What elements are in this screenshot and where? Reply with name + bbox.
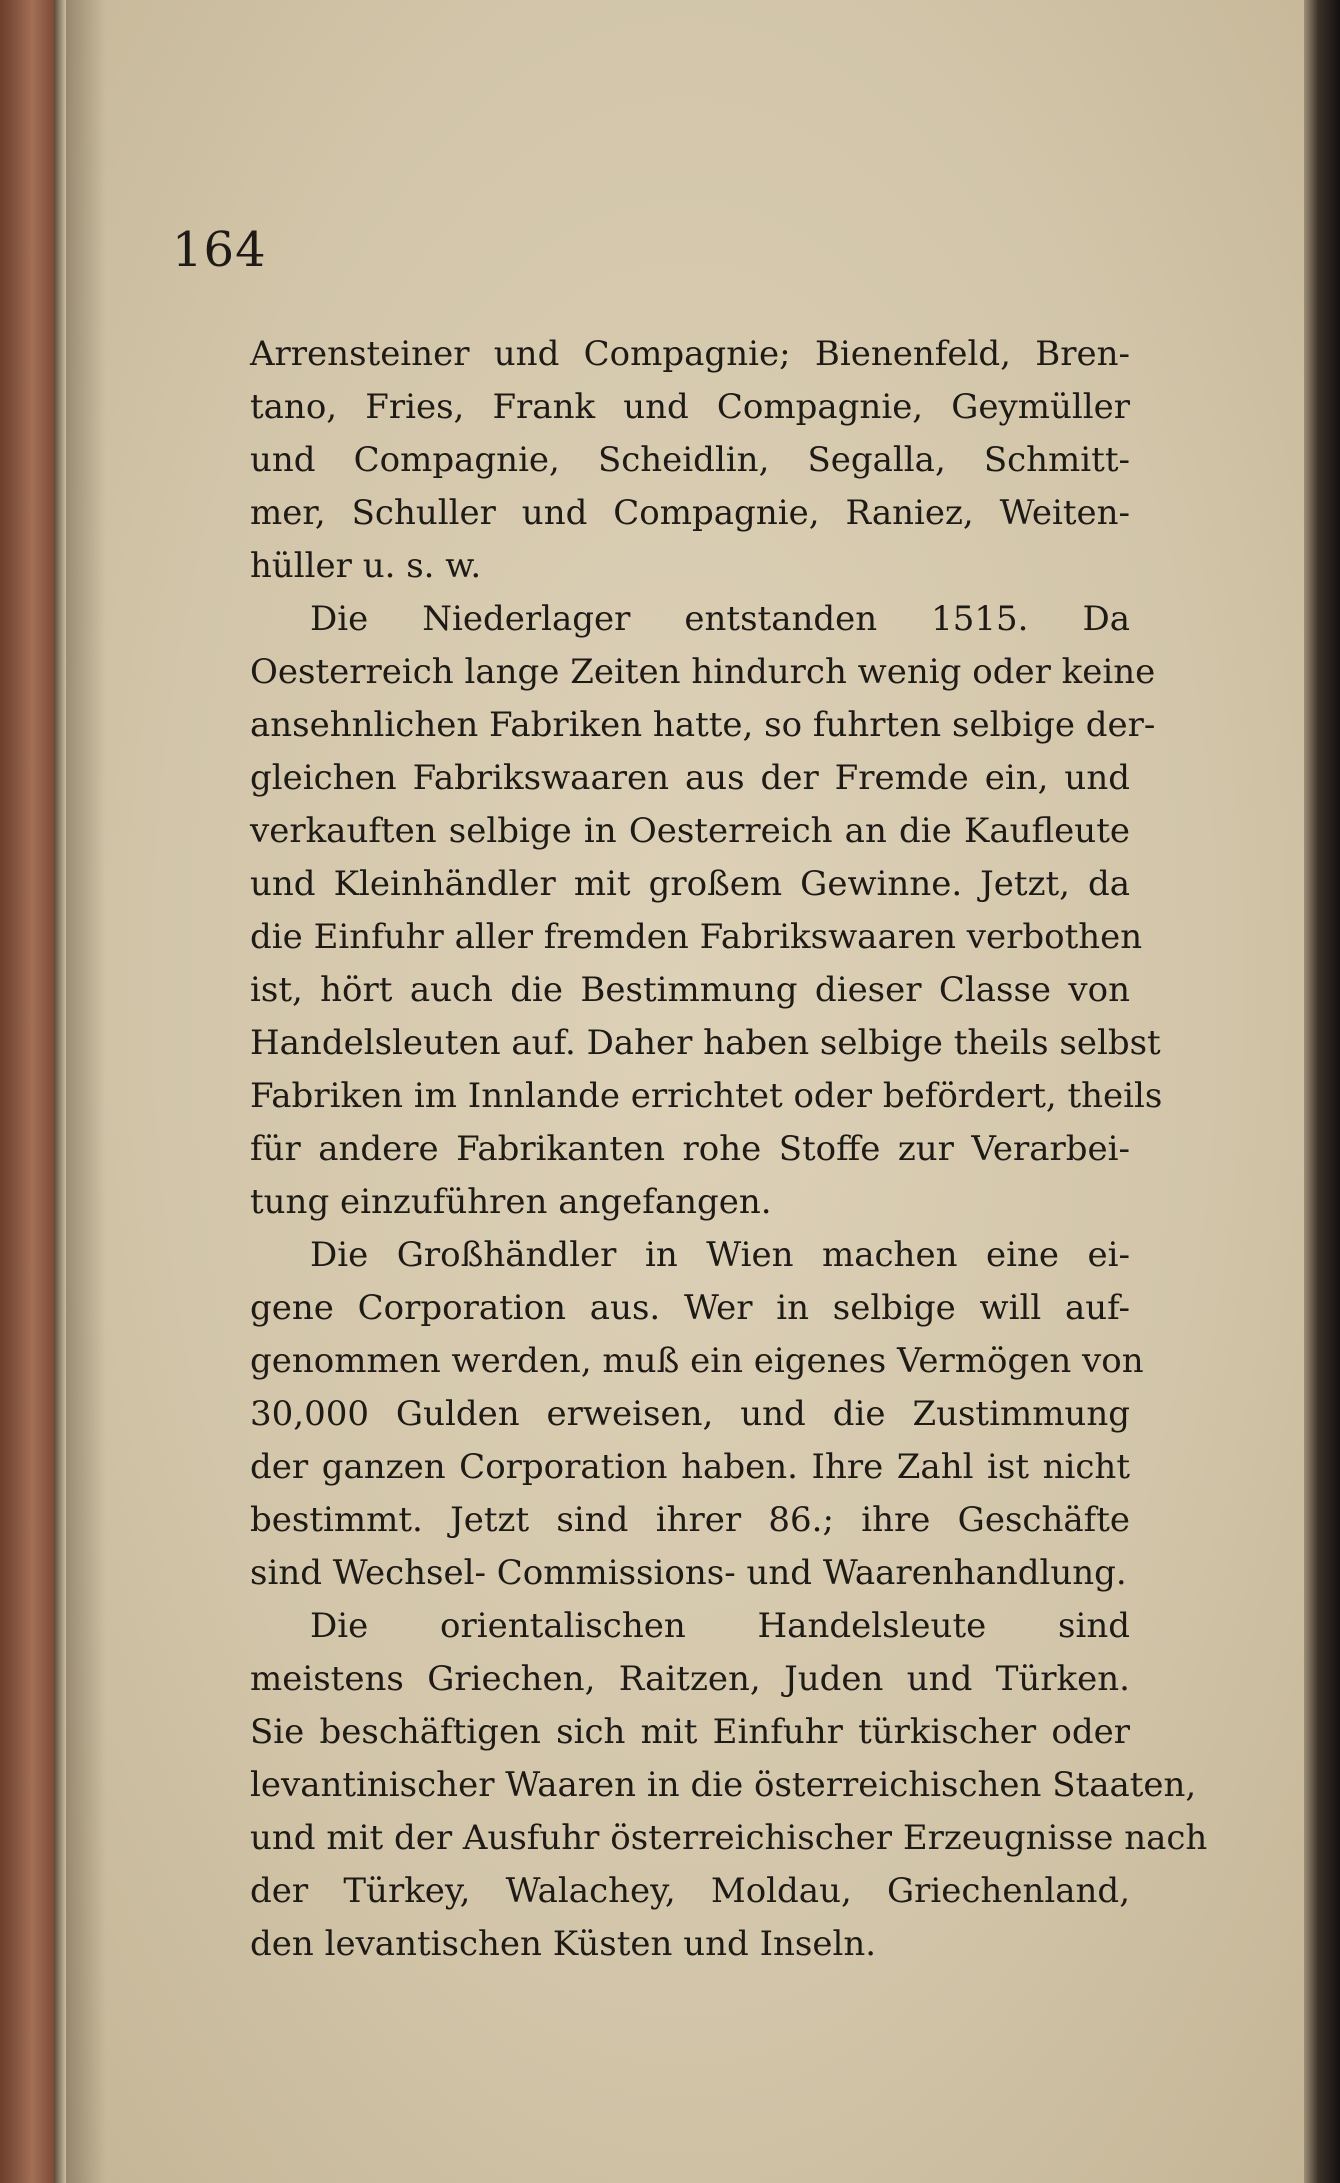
book-binding bbox=[0, 0, 54, 2183]
body-text bbox=[250, 328, 1208, 1971]
text-line: Arrensteiner und Compagnie; Bienenfeld, Bren- bbox=[250, 334, 1130, 374]
page-gutter bbox=[54, 0, 66, 2183]
text-line: Die orientalischen Handelsleute sind bbox=[310, 1606, 1130, 1646]
text-line: Die Niederlager entstanden 1515. Da bbox=[310, 599, 1130, 639]
text-line: bestimmt. Jetzt sind ihrer 86.; ihre Geschäfte bbox=[250, 1500, 1130, 1540]
text-line: levantinischer Waaren in die österreichischen Staaten, bbox=[250, 1765, 1197, 1805]
text-line: Sie beschäftigen sich mit Einfuhr türkischer oder bbox=[250, 1712, 1130, 1752]
text-line: Handelsleuten auf. Daher haben selbige theils selbst bbox=[250, 1023, 1161, 1063]
text-line: sind Wechsel- Commissions- und Waarenhandlung. bbox=[250, 1553, 1127, 1593]
text-line: ist, hört auch die Bestimmung dieser Classe von bbox=[250, 970, 1130, 1010]
text-line: genommen werden, muß ein eigenes Vermögen von bbox=[250, 1341, 1144, 1381]
text-line: verkauften selbige in Oesterreich an die Kaufleute bbox=[250, 811, 1130, 851]
page-fold-shadow bbox=[66, 0, 106, 2183]
paragraph bbox=[250, 328, 1130, 593]
text-line: der Türkey, Walachey, Moldau, Griechenland, bbox=[250, 1871, 1130, 1911]
paragraph bbox=[250, 593, 1163, 1229]
text-line: 30,000 Gulden erweisen, und die Zustimmung bbox=[250, 1394, 1130, 1434]
text-line: gleichen Fabrikswaaren aus der Fremde ein, und bbox=[250, 758, 1130, 798]
page-edge-shadow bbox=[1304, 0, 1340, 2183]
text-line: den levantischen Küsten und Inseln. bbox=[250, 1924, 877, 1964]
text-line: hüller u. s. w. bbox=[250, 546, 482, 586]
text-line: der ganzen Corporation haben. Ihre Zahl ist nicht bbox=[250, 1447, 1130, 1487]
text-line: Fabriken im Innlande errichtet oder befördert, theils bbox=[250, 1076, 1163, 1116]
text-line: für andere Fabrikanten rohe Stoffe zur Verarbei- bbox=[250, 1129, 1130, 1169]
paragraph bbox=[250, 1600, 1208, 1971]
text-line: tung einzuführen angefangen. bbox=[250, 1182, 772, 1222]
text-line: tano, Fries, Frank und Compagnie, Geymüller bbox=[250, 387, 1130, 427]
text-line: meistens Griechen, Raitzen, Juden und Türken. bbox=[250, 1659, 1130, 1699]
page-number: 164 bbox=[172, 222, 267, 278]
text-line: Oesterreich lange Zeiten hindurch wenig oder keine bbox=[250, 652, 1156, 692]
text-line: und Compagnie, Scheidlin, Segalla, Schmitt- bbox=[250, 440, 1130, 480]
text-line: mer, Schuller und Compagnie, Raniez, Weiten- bbox=[250, 493, 1130, 533]
text-line: Die Großhändler in Wien machen eine ei- bbox=[310, 1235, 1130, 1275]
text-line: und Kleinhändler mit großem Gewinne. Jetzt, da bbox=[250, 864, 1130, 904]
paragraph bbox=[250, 1229, 1144, 1600]
text-line: die Einfuhr aller fremden Fabrikswaaren verbothen bbox=[250, 917, 1143, 957]
text-line: ansehnlichen Fabriken hatte, so fuhrten selbige der- bbox=[250, 705, 1156, 745]
text-line: gene Corporation aus. Wer in selbige will auf- bbox=[250, 1288, 1130, 1328]
text-line: und mit der Ausfuhr österreichischer Erzeugnisse nach bbox=[250, 1818, 1208, 1858]
